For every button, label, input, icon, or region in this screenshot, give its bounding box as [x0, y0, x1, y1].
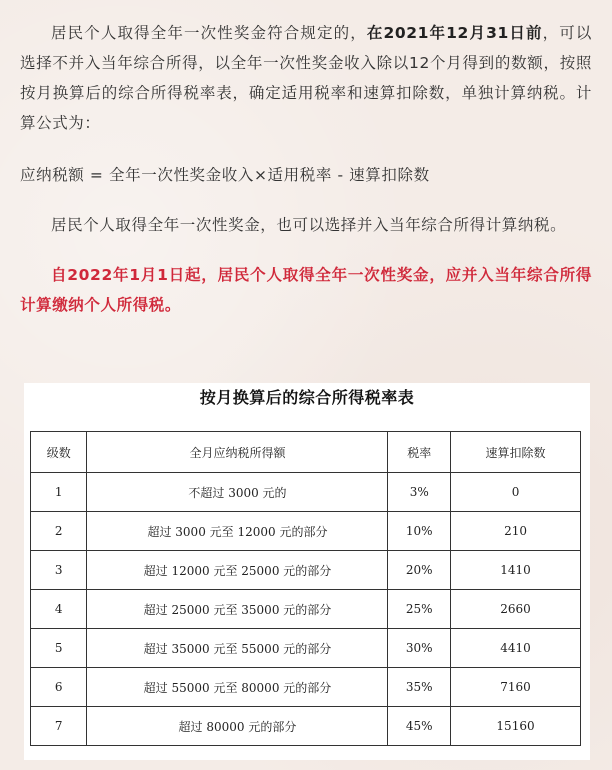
cell-rate: 35%: [388, 668, 451, 707]
cell-deduction: 2660: [451, 590, 581, 629]
paragraph-annual-bonus-rule: [20, 18, 592, 138]
cell-income-range: 超过 35000 元至 55000 元的部分: [87, 629, 388, 668]
header-level: 级数: [31, 432, 87, 473]
cell-level: 4: [31, 590, 87, 629]
cell-income-range: 不超过 3000 元的: [87, 473, 388, 512]
cell-rate: 25%: [388, 590, 451, 629]
cell-rate: 3%: [388, 473, 451, 512]
spacer: [20, 138, 592, 160]
cell-level: 5: [31, 629, 87, 668]
paragraph-text: ，可以选择不并入当年综合所得，以全年一次性奖金收入除以12个月得到的数额，按照按月换算后的综合所得税率表，确定适用税率和速算扣除数，单独计算纳税。计算公式为：: [20, 24, 592, 132]
cell-level: 3: [31, 551, 87, 590]
tax-rate-table-card: [24, 383, 590, 760]
cell-income-range: 超过 55000 元至 80000 元的部分: [87, 668, 388, 707]
cell-level: 1: [31, 473, 87, 512]
spacer: [20, 240, 592, 260]
table-row: [31, 590, 581, 629]
table-title: 按月换算后的综合所得税率表: [199, 388, 415, 407]
table-row: [31, 707, 581, 746]
table-row: [31, 668, 581, 707]
tax-rate-table: [30, 431, 581, 746]
cell-level: 6: [31, 668, 87, 707]
deadline-emphasis: 在2021年12月31日前: [366, 24, 543, 42]
table-header-row: [31, 432, 581, 473]
paragraph-2022-rule: 自2022年1月1日起，居民个人取得全年一次性奖金，应并入当年综合所得计算缴纳个人所得税。: [20, 266, 592, 314]
table-row: [31, 629, 581, 668]
table-row: [31, 512, 581, 551]
cell-deduction: 210: [451, 512, 581, 551]
header-quick-deduction: 速算扣除数: [451, 432, 581, 473]
cell-income-range: 超过 12000 元至 25000 元的部分: [87, 551, 388, 590]
paragraph-combined-option: 居民个人取得全年一次性奖金，也可以选择并入当年综合所得计算纳税。: [51, 216, 567, 234]
cell-deduction: 1410: [451, 551, 581, 590]
header-taxable-income: 全月应纳税所得额: [87, 432, 388, 473]
spacer: [20, 190, 592, 210]
cell-rate: 20%: [388, 551, 451, 590]
header-rate: 税率: [388, 432, 451, 473]
cell-level: 2: [31, 512, 87, 551]
table-row: [31, 473, 581, 512]
cell-deduction: 15160: [451, 707, 581, 746]
article-body: [20, 18, 592, 320]
cell-rate: 30%: [388, 629, 451, 668]
table-row: [31, 551, 581, 590]
cell-income-range: 超过 80000 元的部分: [87, 707, 388, 746]
paragraph-text: 居民个人取得全年一次性奖金符合规定的，: [51, 24, 367, 42]
cell-rate: 10%: [388, 512, 451, 551]
cell-income-range: 超过 3000 元至 12000 元的部分: [87, 512, 388, 551]
cell-level: 7: [31, 707, 87, 746]
cell-deduction: 0: [451, 473, 581, 512]
cell-rate: 45%: [388, 707, 451, 746]
cell-deduction: 7160: [451, 668, 581, 707]
cell-deduction: 4410: [451, 629, 581, 668]
cell-income-range: 超过 25000 元至 35000 元的部分: [87, 590, 388, 629]
tax-formula: 应纳税额 = 全年一次性奖金收入×适用税率 - 速算扣除数: [20, 166, 430, 184]
